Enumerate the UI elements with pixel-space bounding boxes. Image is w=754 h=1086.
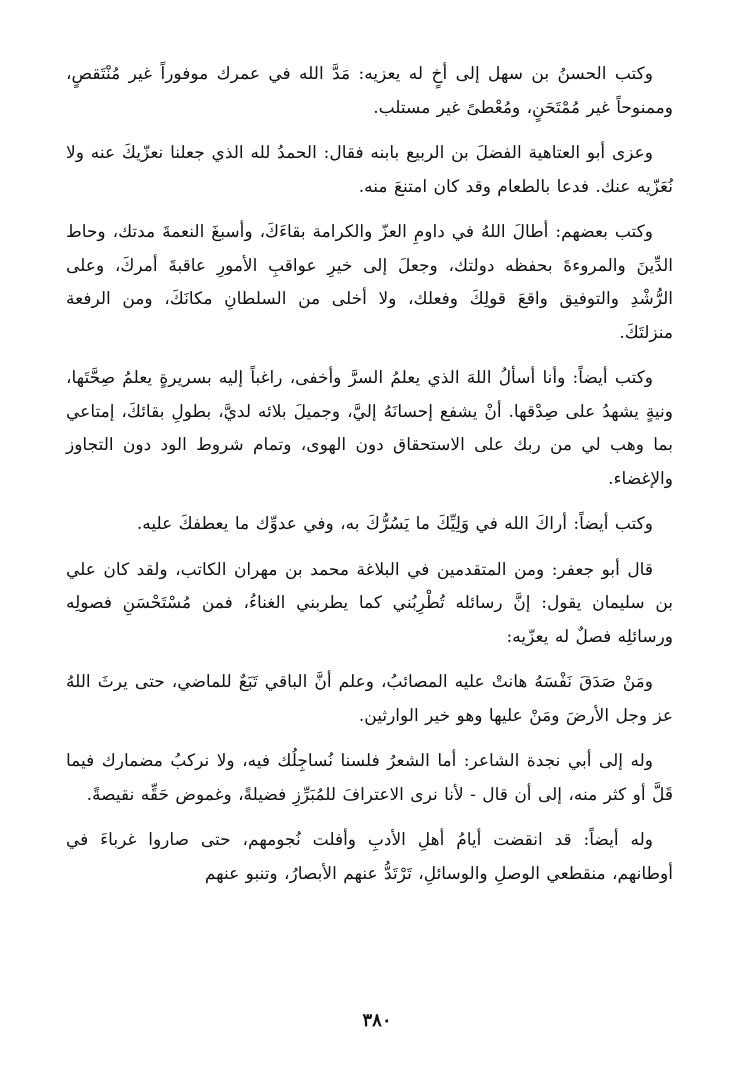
page-body (66, 58, 673, 903)
paragraph-abu-jafar: قال أبو جعفر: ومن المتقدمين في البلاغة محمد بن مهران الكاتب، ولقد كان علي بن سليمان يقول: إنَّ رسائله تُطْرِبُني كما يطربني الغناءُ، فمن مُسْتَحْسَنِ فصولِه ورسائلِه فصلٌ له يعزّيه: (66, 559, 673, 647)
paragraph-aydan-3: وله أيضاً: قد انقضت أيامُ أهلِ الأدبِ وأفلت نُجومهم، حتى صاروا غرباءَ في أوطانهم، منقطعي الوصلِ والوسائلِ، تَرْتَدُّ عنهم الأبصارُ، وتنبو عنهم (66, 830, 673, 884)
paragraph-hasan-ibn-sahl: وكتب الحسنُ بن سهل إلى أخٍ له يعزيه: مَدَّ الله في عمرك موفوراً غير مُنْتَقصٍ، وممنوحاً غير مُمْتَحَنٍ، ومُعْطىً غير مستلب. (66, 64, 673, 118)
paragraph-aydan-1: وكتب أيضاً: وأنا أسألُ اللهَ الذي يعلمُ السرَّ وأخفى، راغباً إليه بسريرةٍ يعلمُ صِحَّتَها، ونيةٍ يشهدُ على صِدْقها. أنْ يشفع إحسانَهُ إليَّ، وجميلَ بلائه لديَّ، بطولِ بقائكَ، إمتاعي بما وهب لي من ربك على الاستحقاق دون الهوى، وتمام شروط الود دون التجاوز والإغضاء. (66, 368, 673, 489)
paragraph-abu-al-atahiya: وعزى أبو العتاهية الفضلَ بن الربيع بابنه فقال: الحمدُ لله الذي جعلنا نعزّيكَ عنه ولا نُعَزّيه عنك. فدعا بالطعام وقد كان امتنعَ منه. (66, 143, 673, 197)
paragraph-baaduhum: وكتب بعضهم: أطالَ اللهُ في داومِ العزّ والكرامة بقاءَكَ، وأسبغَ النعمةَ مدتك، وحاط الدِّينَ والمروءةَ بحفظه دولتك، وجعلَ إلى خيرِ عواقبِ الأمورِ عاقبةَ أمركَ، وعلى الرُّشْدِ والتوفيق واقعَ قولِكَ وفعلك، ولا أخلى من السلطانِ مكانَكَ، ومن الرفعة منزلتَكَ. (66, 222, 673, 343)
paragraph-abu-najda: وله إلى أبي نجدة الشاعر: أما الشعرُ فلسنا نُساجِلُك فيه، ولا نركبُ مضمارك فيما قَلَّ أو كثر منه، إلى أن قال - لأنا نرى الاعترافَ للمُبَرِّزِ فضيلةً، وغموض حَقِّه نقيصةً. (66, 751, 673, 805)
paragraph-aydan-2: وكتب أيضاً: أراكَ الله في وَلِيِّكَ ما يَسُرُّكَ به، وفي عدوِّك ما يعطفكَ عليه. (136, 514, 653, 534)
page-number: ٣٨٠ (362, 1010, 392, 1031)
paragraph-man-sadaqa: ومَنْ صَدَقَ نَفْسَهُ هانتْ عليه المصائبُ، وعلم أنَّ الباقي تَبَعٌ للماضي، حتى يرثَ اللهُ عز وجل الأرضَ ومَنْ عليها وهو خير الوارثين. (66, 672, 673, 726)
